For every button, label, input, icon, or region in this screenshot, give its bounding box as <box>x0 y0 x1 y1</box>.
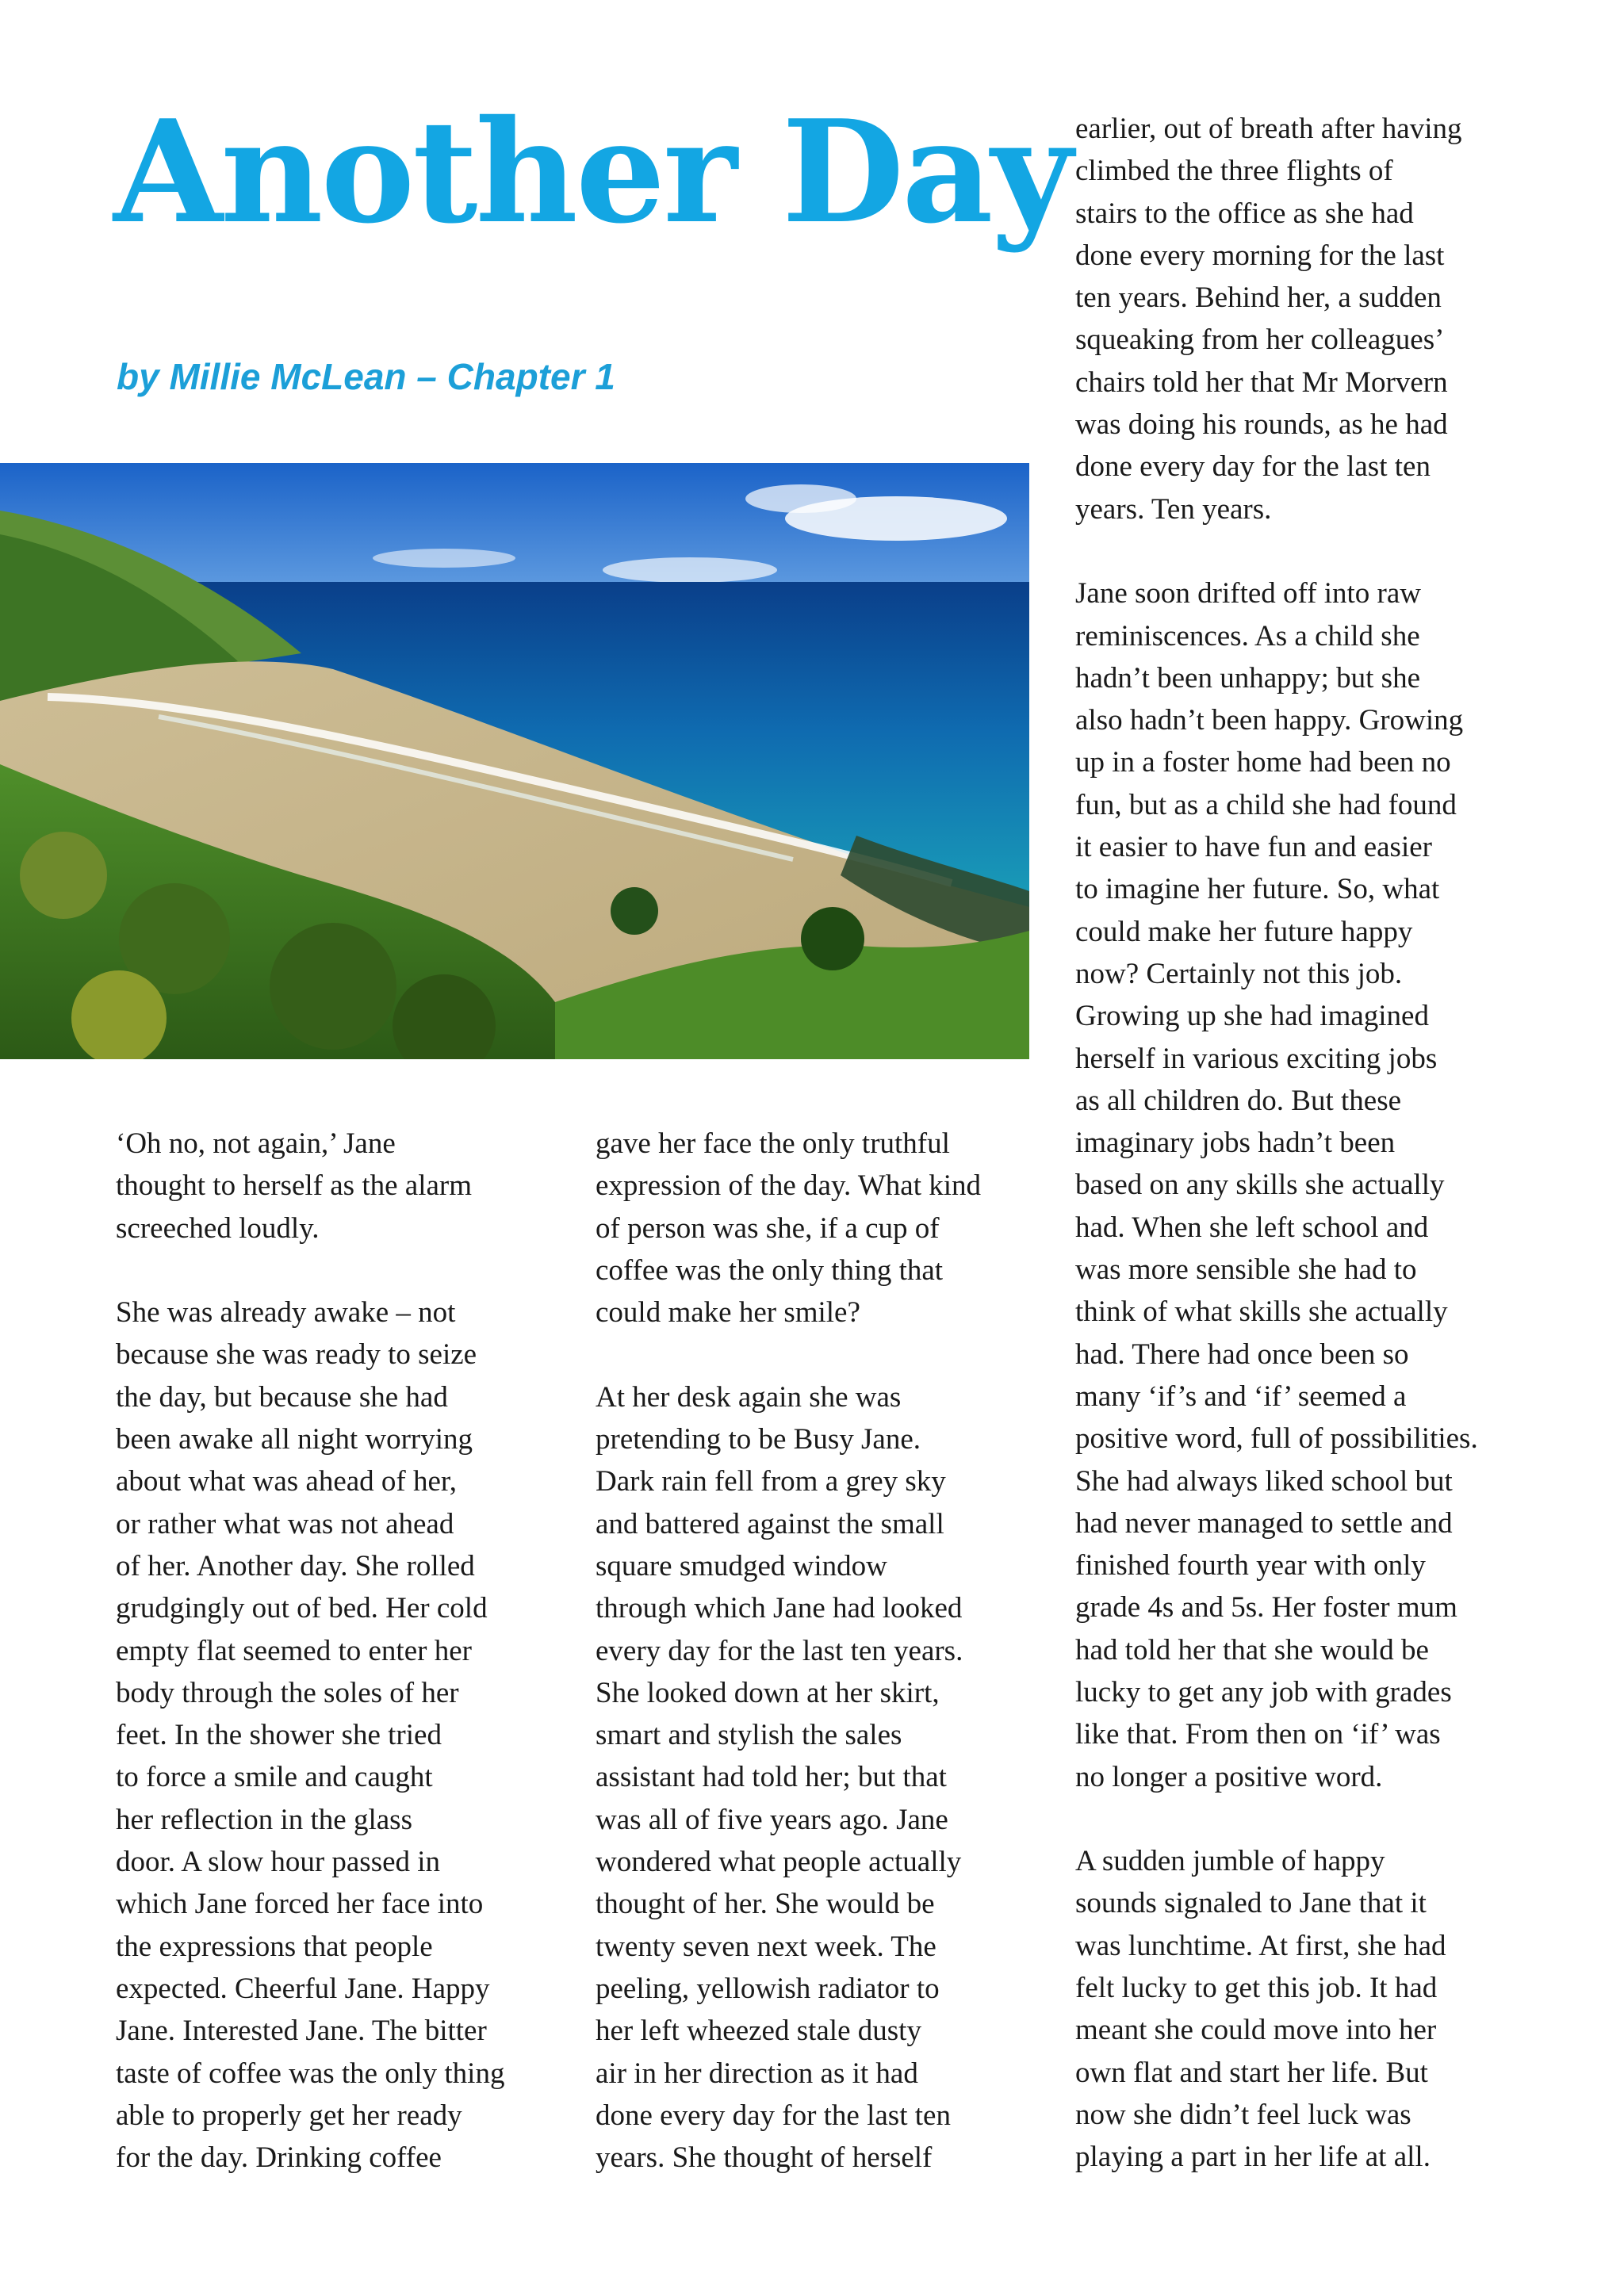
text-line: done every day for the last ten <box>596 2099 951 2132</box>
text-line: assistant had told her; but that <box>596 1761 947 1794</box>
text-line: body through the soles of her <box>116 1676 459 1709</box>
text-line: no longer a positive word. <box>1075 1760 1383 1793</box>
text-line: She had always liked school but <box>1075 1464 1453 1498</box>
text-line: She was already awake – not <box>116 1296 456 1330</box>
text-line: been awake all night worrying <box>116 1423 473 1456</box>
text-line: sounds signaled to Jane that it <box>1075 1887 1427 1920</box>
text-line: ten years. Behind her, a sudden <box>1075 281 1442 315</box>
text-line: thought to herself as the alarm <box>116 1169 473 1203</box>
text-line: fun, but as a child she had found <box>1075 788 1457 821</box>
text-line: square smudged window <box>596 1549 887 1582</box>
text-line: up in a foster home had been no <box>1075 746 1451 779</box>
paragraph <box>116 1292 544 2179</box>
text-line: door. A slow hour passed in <box>116 1846 441 1879</box>
text-line: meant she could move into her <box>1075 2014 1437 2047</box>
beach-photo <box>0 463 1029 1059</box>
text-line: coffee was the only thing that <box>596 1253 944 1287</box>
text-line: of her. Another day. She rolled <box>116 1549 475 1582</box>
text-line: had never managed to settle and <box>1075 1506 1453 1540</box>
paragraph <box>1075 108 1519 530</box>
text-line: expected. Cheerful Jane. Happy <box>116 1972 490 2005</box>
text-line: empty flat seemed to enter her <box>116 1634 472 1667</box>
text-line: based on any skills she actually <box>1075 1169 1445 1202</box>
paragraph <box>596 1376 1024 2179</box>
text-line: now? Certainly not this job. <box>1075 957 1403 990</box>
text-line: Jane soon drifted off into raw <box>1075 577 1422 610</box>
text-line: had. There had once been so <box>1075 1337 1409 1371</box>
text-line: felt lucky to get this job. It had <box>1075 1972 1438 2005</box>
text-column-2 <box>596 1123 1024 2179</box>
text-line: Growing up she had imagined <box>1075 1000 1429 1033</box>
text-line: Jane. Interested Jane. The bitter <box>116 2015 487 2048</box>
text-line: feet. In the shower she tried <box>116 1719 442 1752</box>
text-line: air in her direction as it had <box>596 2057 918 2090</box>
article-title: Another Day <box>113 89 1071 254</box>
text-line: and battered against the small <box>596 1507 944 1540</box>
text-line: squeaking from her colleagues’ <box>1075 323 1445 357</box>
text-line: She looked down at her skirt, <box>596 1676 940 1709</box>
byline: by Millie McLean – Chapter 1 <box>117 356 615 397</box>
text-line: because she was ready to seize <box>116 1338 477 1372</box>
text-line: able to properly get her ready <box>116 2099 462 2132</box>
text-line: had told her that she would be <box>1075 1633 1429 1667</box>
text-line: imaginary jobs hadn’t been <box>1075 1127 1396 1160</box>
text-line: was lunchtime. At first, she had <box>1075 1929 1446 1962</box>
paragraph <box>1075 572 1519 1798</box>
text-line: years. She thought of herself <box>596 2141 933 2175</box>
text-line: many ‘if’s and ‘if’ seemed a <box>1075 1380 1407 1413</box>
text-line: earlier, out of breath after having <box>1075 113 1462 145</box>
text-line: or rather what was not ahead <box>116 1507 454 1540</box>
text-line: A sudden jumble of happy <box>1075 1845 1385 1878</box>
text-line: was doing his rounds, as he had <box>1075 408 1448 442</box>
text-line: taste of coffee was the only thing <box>116 2057 505 2090</box>
text-line: twenty seven next week. The <box>596 1930 936 1963</box>
text-line: wondered what people actually <box>596 1846 962 1879</box>
text-line: smart and stylish the sales <box>596 1719 902 1752</box>
text-line: screeched loudly. <box>116 1211 320 1245</box>
text-line: for the day. Drinking coffee <box>116 2141 442 2175</box>
paragraph <box>596 1123 1024 1334</box>
text-line: to force a smile and caught <box>116 1761 433 1794</box>
text-line: through which Jane had looked <box>596 1592 963 1625</box>
text-line: to imagine her future. So, what <box>1075 873 1440 906</box>
text-line: At her desk again she was <box>596 1380 902 1414</box>
text-line: lucky to get any job with grades <box>1075 1675 1452 1709</box>
text-line: stairs to the office as she had <box>1075 197 1414 230</box>
text-line: ‘Oh no, not again,’ Jane <box>116 1127 396 1160</box>
text-line: of person was she, if a cup of <box>596 1211 940 1245</box>
text-line: reminiscences. As a child she <box>1075 619 1420 652</box>
text-line: thought of her. She would be <box>596 1888 935 1921</box>
text-line: was more sensible she had to <box>1075 1253 1417 1287</box>
text-line: was all of five years ago. Jane <box>596 1803 948 1836</box>
text-line: had. When she left school and <box>1075 1211 1429 1244</box>
text-line: grudgingly out of bed. Her cold <box>116 1592 488 1625</box>
text-line: years. Ten years. <box>1075 492 1272 526</box>
text-line: every day for the last ten years. <box>596 1634 963 1667</box>
text-line: which Jane forced her face into <box>116 1888 484 1921</box>
text-line: it easier to have fun and easier <box>1075 831 1432 864</box>
text-line: done every day for the last ten <box>1075 450 1431 484</box>
text-line: the day, but because she had <box>116 1380 448 1414</box>
text-line: Dark rain fell from a grey sky <box>596 1465 946 1498</box>
text-line: own flat and start her life. But <box>1075 2056 1428 2089</box>
text-line: finished fourth year with only <box>1075 1549 1426 1582</box>
text-line: herself in various exciting jobs <box>1075 1042 1438 1075</box>
text-line: chairs told her that Mr Morvern <box>1075 365 1448 399</box>
text-line: like that. From then on ‘if’ was <box>1075 1718 1441 1751</box>
text-line: positive word, full of possibilities. <box>1075 1422 1478 1456</box>
text-line: expression of the day. What kind <box>596 1169 982 1203</box>
text-line: now she didn’t feel luck was <box>1075 2098 1411 2131</box>
text-line: pretending to be Busy Jane. <box>596 1423 921 1456</box>
text-line: about what was ahead of her, <box>116 1465 458 1498</box>
text-column-3 <box>1075 108 1519 2179</box>
text-line: grade 4s and 5s. Her foster mum <box>1075 1591 1457 1624</box>
text-line: climbed the three flights of <box>1075 155 1393 188</box>
text-line: gave her face the only truthful <box>596 1127 950 1160</box>
text-line: her reflection in the glass <box>116 1803 412 1836</box>
text-line: as all children do. But these <box>1075 1084 1402 1117</box>
text-line: the expressions that people <box>116 1930 433 1963</box>
paragraph <box>116 1123 544 1249</box>
text-line: hadn’t been unhappy; but she <box>1075 661 1421 695</box>
text-line: could make her smile? <box>596 1296 860 1330</box>
paragraph <box>1075 1840 1519 2178</box>
text-column-1 <box>116 1123 544 2179</box>
text-line: think of what skills she actually <box>1075 1295 1448 1329</box>
text-line: could make her future happy <box>1075 915 1413 948</box>
text-line: playing a part in her life at all. <box>1075 2141 1431 2174</box>
text-line: also hadn’t been happy. Growing <box>1075 704 1464 737</box>
text-line: her left wheezed stale dusty <box>596 2015 921 2048</box>
text-line: done every morning for the last <box>1075 239 1445 272</box>
text-line: peeling, yellowish radiator to <box>596 1972 940 2005</box>
